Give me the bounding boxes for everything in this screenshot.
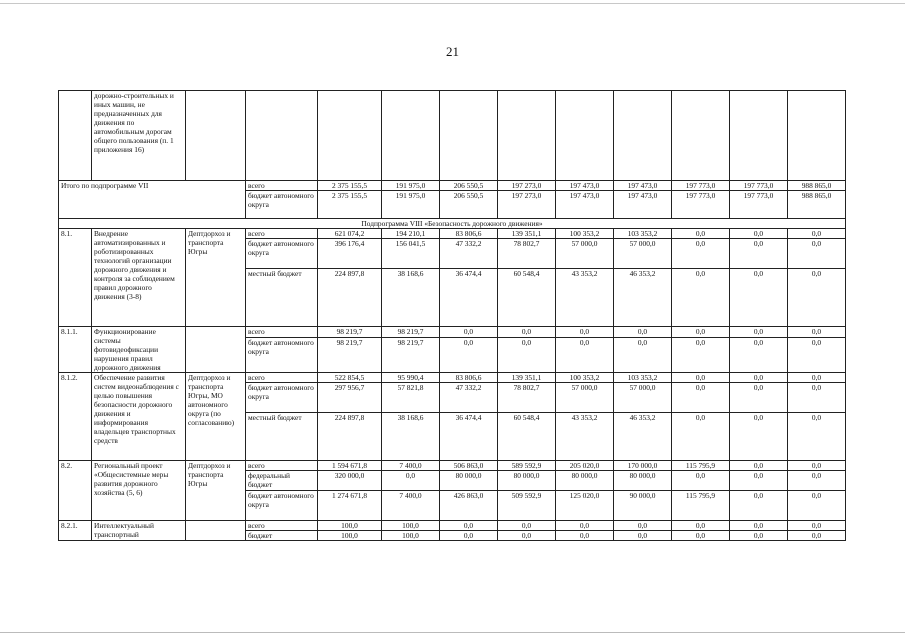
amount-cell: 197 473,0 bbox=[614, 191, 672, 219]
amount-cell: 46 353,2 bbox=[614, 269, 672, 327]
amount-cell: 0,0 bbox=[440, 337, 498, 372]
amount-cell: 224 897,8 bbox=[318, 413, 382, 461]
amount-cell: 0,0 bbox=[440, 521, 498, 531]
table-cell: местный бюджет bbox=[246, 269, 318, 327]
amount-cell: 320 000,0 bbox=[318, 471, 382, 491]
amount-cell: 0,0 bbox=[440, 327, 498, 338]
amount-cell: 0,0 bbox=[730, 229, 788, 239]
amount-cell: 0,0 bbox=[730, 239, 788, 269]
amount-cell: 0,0 bbox=[730, 337, 788, 372]
amount-cell: 0,0 bbox=[730, 521, 788, 531]
table-cell bbox=[614, 91, 672, 181]
amount-cell: 100,0 bbox=[318, 521, 382, 531]
table-row bbox=[59, 327, 846, 338]
amount-cell: 0,0 bbox=[556, 327, 614, 338]
table-cell: бюджет автономного округа bbox=[246, 191, 318, 219]
table-cell: всего bbox=[246, 521, 318, 531]
amount-cell: 0,0 bbox=[672, 229, 730, 239]
table-cell: бюджет автономного округа bbox=[246, 337, 318, 372]
amount-cell: 7 400,0 bbox=[382, 491, 440, 521]
amount-cell: 98 219,7 bbox=[318, 327, 382, 338]
amount-cell: 197 773,0 bbox=[672, 181, 730, 191]
amount-cell: 100,0 bbox=[382, 521, 440, 531]
table-cell: бюджет автономного округа bbox=[246, 491, 318, 521]
table-cell: Дептдорхоз и транспорта Югры bbox=[186, 461, 246, 521]
table-cell: Дептдорхоз и транспорта Югры, МО автономного округа (по согласованию) bbox=[186, 373, 246, 461]
amount-cell: 0,0 bbox=[672, 471, 730, 491]
amount-cell: 191 975,0 bbox=[382, 191, 440, 219]
table-cell: 8.2.1. bbox=[59, 521, 92, 541]
amount-cell: 297 956,7 bbox=[318, 383, 382, 413]
amount-cell: 170 000,0 bbox=[614, 461, 672, 471]
amount-cell: 57 000,0 bbox=[556, 239, 614, 269]
amount-cell: 1 594 671,8 bbox=[318, 461, 382, 471]
amount-cell: 2 375 155,5 bbox=[318, 191, 382, 219]
amount-cell: 100,0 bbox=[382, 531, 440, 541]
amount-cell: 57 000,0 bbox=[614, 383, 672, 413]
table-cell: Интеллектуальный транспортный bbox=[92, 521, 186, 541]
amount-cell: 0,0 bbox=[556, 337, 614, 372]
amount-cell: 83 806,6 bbox=[440, 229, 498, 239]
amount-cell: 0,0 bbox=[730, 531, 788, 541]
amount-cell: 103 353,2 bbox=[614, 229, 672, 239]
table-cell: Функционирование системы фотовидеофиксации нарушения правил дорожного движения bbox=[92, 327, 186, 373]
amount-cell: 103 353,2 bbox=[614, 373, 672, 383]
amount-cell: 95 990,4 bbox=[382, 373, 440, 383]
table-cell: всего bbox=[246, 181, 318, 191]
amount-cell: 0,0 bbox=[788, 491, 846, 521]
table-cell: 8.1.2. bbox=[59, 373, 92, 461]
table-cell: Итого по подпрограмме VII bbox=[59, 181, 246, 219]
amount-cell: 194 210,1 bbox=[382, 229, 440, 239]
amount-cell: 0,0 bbox=[788, 269, 846, 327]
page-number: 21 bbox=[446, 44, 459, 59]
budget-table bbox=[58, 90, 846, 541]
table-cell: 8.2. bbox=[59, 461, 92, 521]
table-cell: бюджет автономного округа bbox=[246, 383, 318, 413]
table-cell: бюджет автономного округа bbox=[246, 239, 318, 269]
amount-cell: 7 400,0 bbox=[382, 461, 440, 471]
table-cell: Дептдорхоз и транспорта Югры bbox=[186, 229, 246, 327]
amount-cell: 98 219,7 bbox=[382, 337, 440, 372]
amount-cell: 125 020,0 bbox=[556, 491, 614, 521]
table-cell bbox=[498, 91, 556, 181]
table-cell: 8.1. bbox=[59, 229, 92, 327]
table-cell: всего bbox=[246, 327, 318, 338]
amount-cell: 47 332,2 bbox=[440, 239, 498, 269]
table-cell: Обеспечение развития систем видеонаблюдения с целью повышения безопасности дорожного движения и информирования владельцев транспортных средств bbox=[92, 373, 186, 461]
table-cell: местный бюджет bbox=[246, 413, 318, 461]
amount-cell: 98 219,7 bbox=[382, 327, 440, 338]
amount-cell: 206 550,5 bbox=[440, 181, 498, 191]
table-cell bbox=[382, 91, 440, 181]
amount-cell: 0,0 bbox=[614, 327, 672, 338]
amount-cell: 197 773,0 bbox=[730, 181, 788, 191]
amount-cell: 0,0 bbox=[614, 337, 672, 372]
amount-cell: 0,0 bbox=[788, 413, 846, 461]
amount-cell: 90 000,0 bbox=[614, 491, 672, 521]
amount-cell: 0,0 bbox=[788, 471, 846, 491]
amount-cell: 0,0 bbox=[788, 373, 846, 383]
amount-cell: 0,0 bbox=[672, 531, 730, 541]
table-cell: Внедрение автоматизированных и роботизированных технологий организации дорожного движения и контроля за соблюдением правил дорожного движения (3-8) bbox=[92, 229, 186, 327]
amount-cell: 80 000,0 bbox=[614, 471, 672, 491]
amount-cell: 0,0 bbox=[614, 531, 672, 541]
amount-cell: 0,0 bbox=[788, 383, 846, 413]
table-cell: 8.1.1. bbox=[59, 327, 92, 373]
table-cell: дорожно-строительных и иных машин, не предназначенных для движения по автомобильным дорогам общего пользования (п. 1 приложения 16) bbox=[92, 91, 186, 181]
table-cell: Региональный проект «Общесистемные меры развития дорожного хозяйства (5, 6) bbox=[92, 461, 186, 521]
amount-cell: 78 802,7 bbox=[498, 383, 556, 413]
table-cell bbox=[440, 91, 498, 181]
amount-cell: 38 168,6 bbox=[382, 413, 440, 461]
amount-cell: 0,0 bbox=[672, 413, 730, 461]
amount-cell: 426 863,0 bbox=[440, 491, 498, 521]
table-cell bbox=[186, 327, 246, 373]
table-cell: федеральный бюджет bbox=[246, 471, 318, 491]
amount-cell: 78 802,7 bbox=[498, 239, 556, 269]
table-row bbox=[59, 229, 846, 239]
amount-cell: 57 000,0 bbox=[614, 239, 672, 269]
amount-cell: 139 351,1 bbox=[498, 373, 556, 383]
table-cell bbox=[556, 91, 614, 181]
amount-cell: 98 219,7 bbox=[318, 337, 382, 372]
amount-cell: 0,0 bbox=[672, 337, 730, 372]
amount-cell: 0,0 bbox=[730, 383, 788, 413]
table-cell bbox=[730, 91, 788, 181]
amount-cell: 224 897,8 bbox=[318, 269, 382, 327]
scan-artifact-top bbox=[0, 3, 905, 4]
amount-cell: 0,0 bbox=[730, 461, 788, 471]
amount-cell: 205 020,0 bbox=[556, 461, 614, 471]
table-cell bbox=[246, 91, 318, 181]
amount-cell: 80 000,0 bbox=[440, 471, 498, 491]
amount-cell: 156 041,5 bbox=[382, 239, 440, 269]
amount-cell: 57 821,8 bbox=[382, 383, 440, 413]
amount-cell: 80 000,0 bbox=[498, 471, 556, 491]
amount-cell: 0,0 bbox=[788, 521, 846, 531]
amount-cell: 0,0 bbox=[672, 239, 730, 269]
table-cell bbox=[186, 91, 246, 181]
amount-cell: 47 332,2 bbox=[440, 383, 498, 413]
amount-cell: 36 474,4 bbox=[440, 269, 498, 327]
amount-cell: 0,0 bbox=[788, 531, 846, 541]
amount-cell: 0,0 bbox=[730, 373, 788, 383]
amount-cell: 60 548,4 bbox=[498, 413, 556, 461]
amount-cell: 100 353,2 bbox=[556, 229, 614, 239]
amount-cell: 0,0 bbox=[382, 471, 440, 491]
amount-cell: 0,0 bbox=[614, 521, 672, 531]
amount-cell: 0,0 bbox=[672, 521, 730, 531]
amount-cell: 0,0 bbox=[556, 521, 614, 531]
amount-cell: 509 592,9 bbox=[498, 491, 556, 521]
amount-cell: 197 773,0 bbox=[672, 191, 730, 219]
amount-cell: 0,0 bbox=[788, 229, 846, 239]
amount-cell: 115 795,9 bbox=[672, 491, 730, 521]
amount-cell: 36 474,4 bbox=[440, 413, 498, 461]
amount-cell: 0,0 bbox=[730, 269, 788, 327]
amount-cell: 621 074,2 bbox=[318, 229, 382, 239]
table-row bbox=[59, 181, 846, 191]
amount-cell: 1 274 671,8 bbox=[318, 491, 382, 521]
amount-cell: 0,0 bbox=[788, 337, 846, 372]
amount-cell: 0,0 bbox=[556, 531, 614, 541]
amount-cell: 100,0 bbox=[318, 531, 382, 541]
amount-cell: 38 168,6 bbox=[382, 269, 440, 327]
table-cell: всего bbox=[246, 373, 318, 383]
amount-cell: 506 863,0 bbox=[440, 461, 498, 471]
table-cell bbox=[186, 521, 246, 541]
amount-cell: 0,0 bbox=[730, 327, 788, 338]
amount-cell: 60 548,4 bbox=[498, 269, 556, 327]
amount-cell: 0,0 bbox=[498, 337, 556, 372]
table-cell: всего bbox=[246, 461, 318, 471]
amount-cell: 0,0 bbox=[498, 327, 556, 338]
amount-cell: 2 375 155,5 bbox=[318, 181, 382, 191]
amount-cell: 197 473,0 bbox=[556, 181, 614, 191]
amount-cell: 0,0 bbox=[730, 413, 788, 461]
amount-cell: 522 854,5 bbox=[318, 373, 382, 383]
amount-cell: 0,0 bbox=[788, 327, 846, 338]
amount-cell: 43 353,2 bbox=[556, 269, 614, 327]
amount-cell: 206 550,5 bbox=[440, 191, 498, 219]
amount-cell: 0,0 bbox=[672, 373, 730, 383]
amount-cell: 589 592,9 bbox=[498, 461, 556, 471]
table-row bbox=[59, 219, 846, 229]
table-cell bbox=[59, 91, 92, 181]
amount-cell: 197 473,0 bbox=[614, 181, 672, 191]
amount-cell: 0,0 bbox=[730, 491, 788, 521]
amount-cell: 0,0 bbox=[788, 461, 846, 471]
amount-cell: 988 865,0 bbox=[788, 181, 846, 191]
amount-cell: 191 975,0 bbox=[382, 181, 440, 191]
table-cell bbox=[788, 91, 846, 181]
amount-cell: 197 473,0 bbox=[556, 191, 614, 219]
scan-artifact-bottom bbox=[0, 632, 905, 633]
amount-cell: 0,0 bbox=[788, 239, 846, 269]
amount-cell: 0,0 bbox=[498, 531, 556, 541]
amount-cell: 197 273,0 bbox=[498, 181, 556, 191]
table-row bbox=[59, 461, 846, 471]
subprogram-heading: Подпрограмма VIII «Безопасность дорожного движения» bbox=[59, 219, 846, 229]
amount-cell: 139 351,1 bbox=[498, 229, 556, 239]
table-row bbox=[59, 373, 846, 383]
amount-cell: 0,0 bbox=[672, 327, 730, 338]
amount-cell: 0,0 bbox=[730, 471, 788, 491]
table-row bbox=[59, 521, 846, 531]
amount-cell: 0,0 bbox=[498, 521, 556, 531]
amount-cell: 46 353,2 bbox=[614, 413, 672, 461]
amount-cell: 197 273,0 bbox=[498, 191, 556, 219]
amount-cell: 80 000,0 bbox=[556, 471, 614, 491]
amount-cell: 43 353,2 bbox=[556, 413, 614, 461]
amount-cell: 57 000,0 bbox=[556, 383, 614, 413]
amount-cell: 197 773,0 bbox=[730, 191, 788, 219]
table-row bbox=[59, 91, 846, 181]
amount-cell: 396 176,4 bbox=[318, 239, 382, 269]
amount-cell: 988 865,0 bbox=[788, 191, 846, 219]
amount-cell: 100 353,2 bbox=[556, 373, 614, 383]
amount-cell: 83 806,6 bbox=[440, 373, 498, 383]
amount-cell: 0,0 bbox=[672, 383, 730, 413]
table-cell: бюджет bbox=[246, 531, 318, 541]
table-cell: всего bbox=[246, 229, 318, 239]
amount-cell: 115 795,9 bbox=[672, 461, 730, 471]
amount-cell: 0,0 bbox=[440, 531, 498, 541]
table-cell bbox=[672, 91, 730, 181]
amount-cell: 0,0 bbox=[672, 269, 730, 327]
table-cell bbox=[318, 91, 382, 181]
